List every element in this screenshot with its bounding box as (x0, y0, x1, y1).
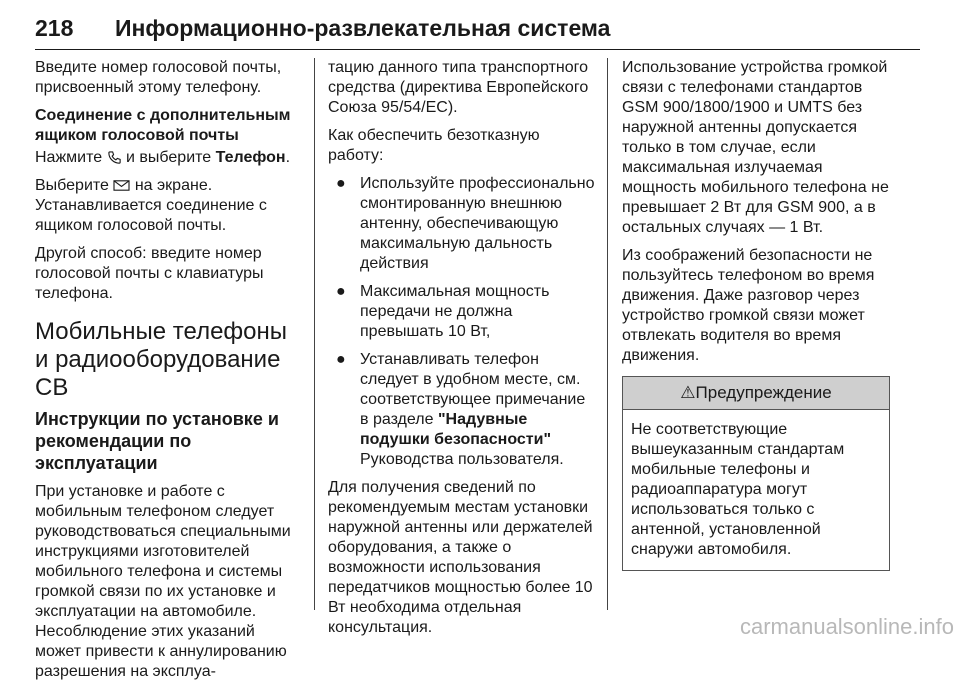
bullet-icon: ● (336, 175, 346, 192)
list-item: ● Максимальная мощность передачи не должна превышать 10 Вт, (336, 283, 550, 340)
bullet-icon: ● (336, 351, 346, 368)
warning-title: Предупреждение (695, 383, 832, 402)
page-header (35, 6, 920, 50)
column-divider (607, 58, 608, 610)
paragraph: Введите номер голосовой почты, присвоенный этому телефону. (35, 59, 282, 96)
column-left (35, 58, 305, 690)
paragraph: Выберите на экране. Устанавливается соединение с ящиком голосовой почты. (35, 177, 267, 234)
paragraph: Нажмите и выберите Телефон. (35, 149, 291, 166)
paragraph: тацию данного типа транспортного средства (директива Европейского Союза 95/54/EC). (328, 59, 589, 116)
paragraph: При установке и работе с мобильным телефоном следует руководствоваться специальными инструкциями изготовителей мобильного телефона и системы громкой связи по их установке и эксплуатации на автомобиле. Несоблюдение этих указаний может привести к аннулированию разрешения на эксплуа- (35, 483, 291, 680)
cross-reference: "Надувные подушки безопасности" (360, 411, 552, 448)
paragraph: Как обеспечить безотказную работу: (328, 127, 540, 164)
column-right (622, 58, 890, 571)
phone-icon (107, 150, 122, 165)
paragraph: Другой способ: введите номер голосовой почты с клавиатуры телефона. (35, 245, 264, 302)
list-item: ● Используйте профессионально смонтированную внешнюю антенну, обеспечивающую максимальную дальность действия (336, 175, 595, 272)
voicemail-icon (113, 178, 130, 193)
watermark: carmanualsonline.info (739, 614, 954, 639)
list-item: ● Устанавливать телефон следует в удобном месте, см. соответствующее примечание в разделе "Надувные подушки безопасности" Руководства пользователя. (336, 351, 586, 468)
bullet-icon: ● (336, 283, 346, 300)
paragraph: Для получения сведений по рекомендуемым местам установки наружной антенны или держателей оборудования, а также о возможности использования передатчиков мощностью более 10 Вт необходима отдельная консультация. (328, 479, 593, 636)
paragraph: Использование устройства громкой связи с телефонами стандартов GSM 900/1800/1900 и UMTS без наружной антенны допускается только в том случае, если максимальная излучаемая мощность мобильного телефона не превышает 2 Вт для GSM 900, а в остальных случаях — 1 Вт. (622, 59, 889, 236)
subheading: Соединение с дополнительным ящиком голосовой почты (35, 107, 291, 144)
column-divider (314, 58, 315, 610)
warning-box (622, 376, 890, 571)
section-heading: Мобильные телефоны и радиооборудование CB (35, 318, 288, 401)
warning-icon: ⚠ (680, 383, 696, 402)
subsection-heading: Инструкции по установке и рекомендации по эксплуатации (35, 409, 279, 473)
bullet-list (328, 174, 596, 470)
column-middle (328, 58, 596, 646)
page-number: 218 (35, 15, 74, 41)
page-title: Информационно-развлекательная система (115, 15, 611, 41)
paragraph: Из соображений безопасности не пользуйтесь телефоном во время движения. Даже разговор через устройство громкой связи может отвлекать водителя во время движения. (622, 247, 875, 364)
warning-text: Не соответствующие вышеуказанным стандартам мобильные телефоны и радиоаппаратура могут использоваться только с антенной, установленной снаружи автомобиля. (631, 421, 845, 558)
warning-header (623, 377, 889, 410)
